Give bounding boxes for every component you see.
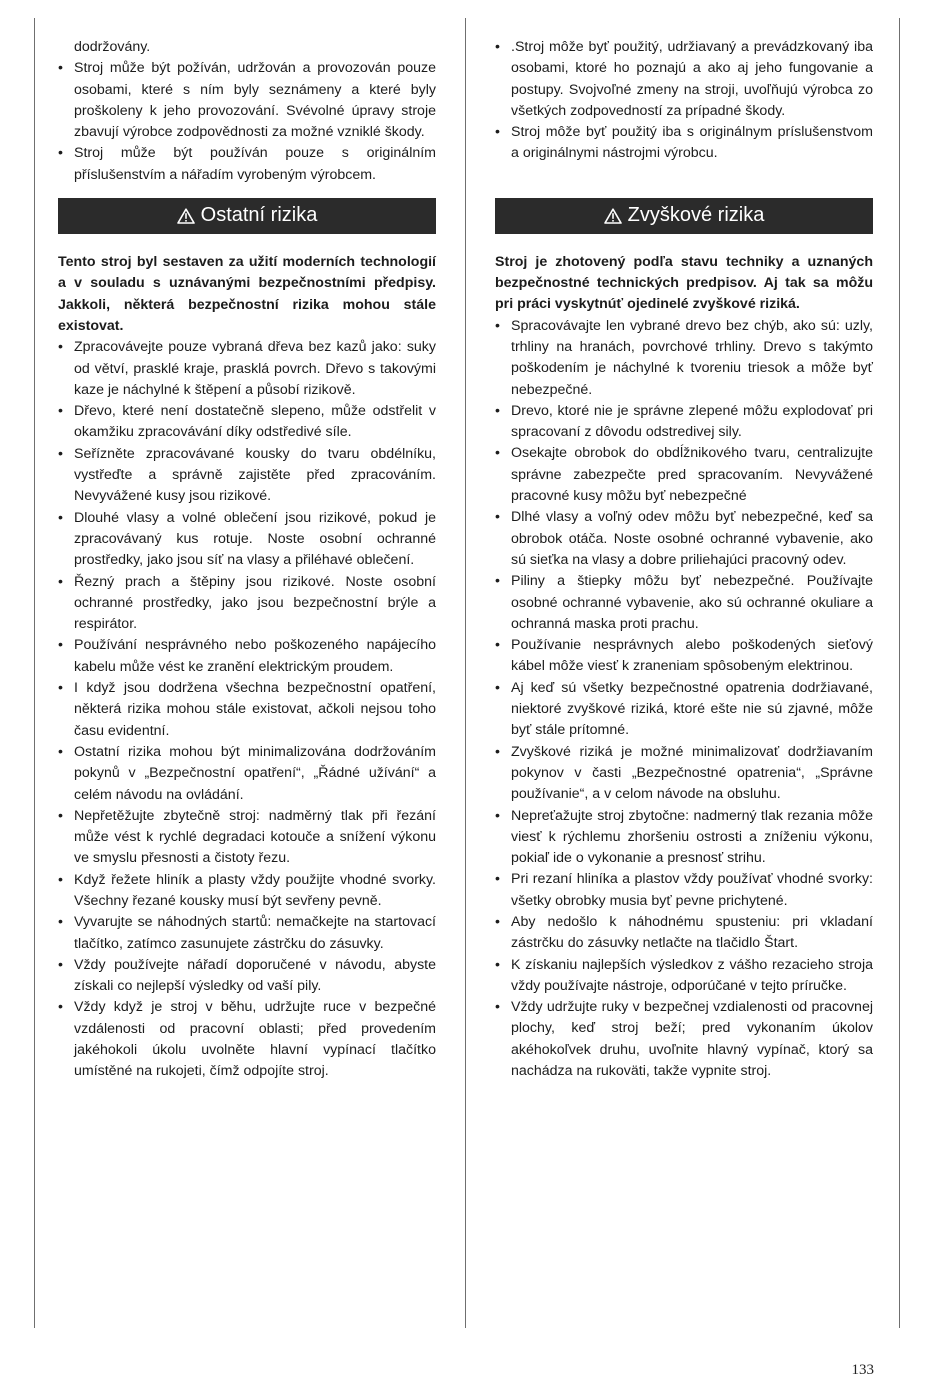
left-top-list [58,37,436,186]
list-item: • Používanie nesprávnych alebo poškodených sieťový kábel môže viesť k zraneniam spôsobeným elektrinou. [495,635,873,678]
czech-column [58,37,436,1083]
risk-list [495,316,873,1083]
list-item: • Vždy používejte nářadí doporučené v návodu, abyste získali co nejlepší výsledky od vaší pily. [58,955,436,998]
risk-list [58,337,436,1082]
list-item: • Nepreťažujte stroj zbytočne: nadmerný tlak rezania môže viesť k rýchlemu zhoršeniu ostrosti a zníženiu výkonu, pokiaľ ide o vykonanie a presnosť strihu. [495,806,873,870]
list-item: • K získaniu najlepších výsledkov z vášho rezacieho stroja vždy používajte nástroje, odporúčané v tejto príručke. [495,955,873,998]
list-item: • Vždy udržujte ruky v bezpečnej vzdialenosti od pracovnej plochy, keď stroj beží; pred vykonaním úkolov akéhokoľvek druhu, uvoľnite hlavný vypínač, ktorý sa nachádza na rukoväti, takže vypnite stroj. [495,997,873,1082]
section-heading-text: Ostatní rizika [200,204,318,227]
right-top-list [495,37,873,165]
list-item: • Zpracovávejte pouze vybraná dřeva bez kazů jako: suky od větví, prasklé kraje, prasklá povrch. Dřevo s takovými kaze je náchylné k štěpení a působí rizikově. [58,337,436,401]
list-item: • Vždy když je stroj v běhu, udržujte ruce v bezpečné vzdálenosti od pracovní oblasti; před provedením jakéhokoli úkolu uvolněte hlavní vypínací tlačítko umístěné na rukojeti, čímž odpojíte stroj. [58,997,436,1082]
warning-triangle-icon [177,208,195,224]
list-item: • Dřevo, které není dostatečně slepeno, může odstřelit v okamžiku zpracovávání díky odstředivé síle. [58,401,436,444]
list-item: • Piliny a štiepky môžu byť nebezpečné. Používajte osobné ochranné vybavenie, ako sú ochranné okuliare a ochranná maska proti prachu. [495,571,873,635]
section-intro: Stroj je zhotovený podľa stavu techniky a uznaných bezpečnostné technických predpisov. Aj tak sa môžu pri práci vyskytnúť ojedinelé zvyškové riziká. [495,253,873,313]
list-item: • Pri rezaní hliníka a plastov vždy používať vhodné svorky: všetky obrobky musia byť pevne prichytené. [495,869,873,912]
list-item: • Stroj může být požíván, udržován a provozován pouze osobami, které s ním byly seznámeny a které byly proškoleny k jeho provozování. Svévolné úpravy stroje zbavují výrobce zodpovědnosti za možné vzniklé škody. [58,58,436,143]
list-item: • Aby nedošlo k náhodnému spusteniu: pri vkladaní zástrčku do zásuvky netlačte na tlačidlo Štart. [495,912,873,955]
list-item: • Nepřetěžujte zbytečně stroj: nadměrný tlak při řezání může vést k rychlé degradaci kotouče a snížení výkonu ve smyslu přesnosti a čistoty řezu. [58,806,436,870]
section-heading-zvyskove-rizika [495,198,873,234]
list-item: • .Stroj môže byť použitý, udržiavaný a prevádzkovaný iba osobami, ktoré ho poznajú a ako aj jeho fungovanie a postupy. Svojvoľné zmeny na stroji, uvoľňujú výrobca zo všetkých zodpovedností za prípadné škody. [495,37,873,122]
list-item: • I když jsou dodržena všechna bezpečnostní opatření, některá rizika mohou stále existovat, ačkoli nejsou toho času evidentní. [58,678,436,742]
list-item: • Dlhé vlasy a voľný odev môžu byť nebezpečné, keď sa obrobok otáča. Noste osobné ochranné vybavenie, ako sú sieťka na vlasy a dobre priliehajúci pracovný odev. [495,507,873,571]
slovak-column [495,37,873,1082]
center-column-rule [465,18,466,1328]
section-heading-text: Zvyškové rizika [627,204,765,227]
list-item: • Ostatní rizika mohou být minimalizována dodržováním pokynů v „Bezpečnostní opatření“, „Řádné užívání“ a celém návodu na ovládání. [58,742,436,806]
list-item: • Když řežete hliník a plasty vždy použijte vhodné svorky. Všechny řezané kousky musí být sevřeny pevně. [58,870,436,913]
list-item: • Seřízněte zpracovávané kousky do tvaru obdélníku, vystřeďte a správně zajistěte před zpracováním. Nevyvážené kusy jsou rizikové. [58,444,436,508]
list-item: • Řezný prach a štěpiny jsou rizikové. Noste osobní ochranné prostředky, jako jsou bezpečnostní brýle a respirátor. [58,572,436,636]
list-item: • Osekajte obrobok do obdĺžnikového tvaru, centralizujte správne zabezpečte pred spracovaním. Nevyvážené pracovné kusy môžu byť nebezpečné [495,443,873,507]
section-heading-ostatni-rizika [58,198,436,234]
list-item: • Aj keď sú všetky bezpečnostné opatrenia dodržiavané, niektoré zvyškové riziká, ktoré ešte nie sú zjavné, môže byť stále prítomné. [495,678,873,742]
list-item: • Stroj může být používán pouze s originálním příslušenstvím a nářadím vyrobeným výrobcem. [58,143,436,186]
list-item: • Drevo, ktoré nie je správne zlepené môžu explodovať pri spracovaní z dôvodu odstredivej sily. [495,401,873,444]
section-intro: Tento stroj byl sestaven za užití moderních technologií a v souladu s uznávanými bezpečnostními předpisy. Jakkoli, některá bezpečnostní rizika mohou stále existovat. [58,254,436,334]
list-item: dodržovány. [74,39,151,55]
left-margin-rule [34,18,35,1328]
list-item: • Stroj môže byť použitý iba s originálnym príslušenstvom a originálnymi nástrojmi výrobcu. [495,122,873,165]
list-item: • Používání nesprávného nebo poškozeného napájecího kabelu může vést ke zranění elektrickým proudem. [58,635,436,678]
warning-triangle-icon [604,208,622,224]
page-number: 133 [851,1362,874,1378]
list-item: • Spracovávajte len vybrané drevo bez chýb, ako sú: uzly, trhliny na hranách, povrchové trhliny. Drevo s takýmto poškodením je náchylné k tvoreniu triesok a môže byť nebezpečné. [495,316,873,401]
list-item: • Zvyškové riziká je možné minimalizovať dodržiavaním pokynov v časti „Bezpečnostné opatrenia“, „Správne používanie“, a v celom návode na obsluhu. [495,742,873,806]
right-margin-rule [899,18,900,1328]
list-item: • Vyvarujte se náhodných startů: nemačkejte na startovací tlačítko, zatímco zasunujete zástrčku do zásuvky. [58,912,436,955]
list-item: • Dlouhé vlasy a volné oblečení jsou rizikové, pokud je zpracovávaný kus rotuje. Noste osobní ochranné prostředky, jako jsou síť na vlasy a přiléhavé oblečení. [58,508,436,572]
